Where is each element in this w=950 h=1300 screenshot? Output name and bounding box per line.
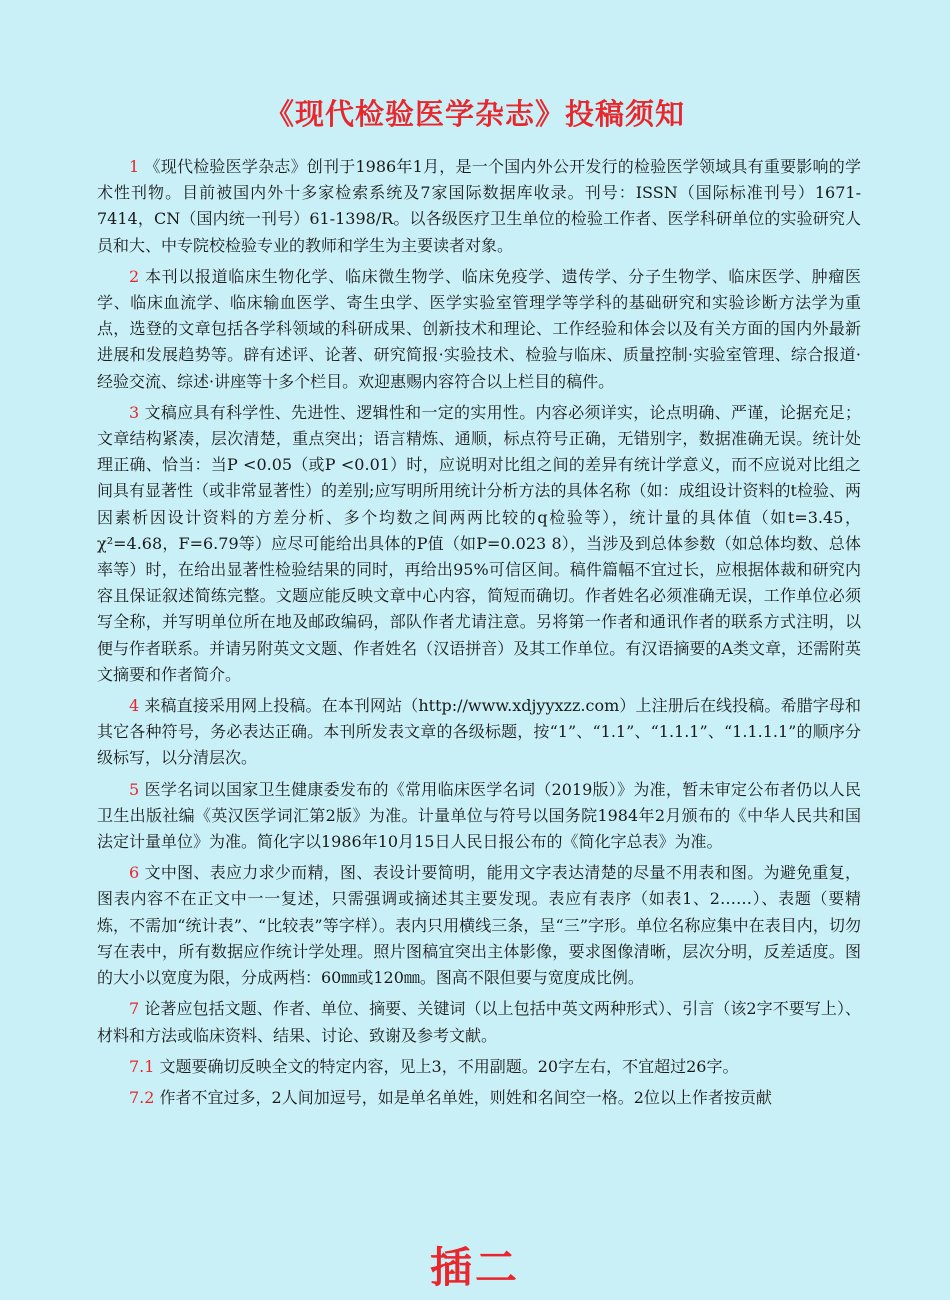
section-number: 7.2	[129, 1087, 155, 1107]
section-number: 3	[129, 402, 140, 422]
section-number: 1	[129, 157, 140, 176]
section-text: 文中图、表应力求少而精，图、表设计要简明，能用文字表达清楚的尽量不用表和图。为避免重复，图表内容不在正文中一一复述，只需强调或摘述其主要发现。表应有表序（如表1、2……）、表题（要精炼，不需加“统计表”、“比较表”等字样）。表内只用横线三条，呈“三”字形。单位名称应集中在表目内，切勿写在表中，所有数据应作统计学处理。照片图稿宜突出主体影像，要求图像清晰，层次分明，反差适度。图的大小以宽度为限，分成两档：60㎜或120㎜。图高不限但要与宽度成比例。	[97, 863, 861, 988]
section-number: 7.1	[129, 1056, 155, 1076]
section-text: 作者不宜过多，2人间加逗号，如是单名单姓，则姓和名间空一格。2位以上作者按贡献	[159, 1087, 772, 1107]
section-number: 4	[129, 696, 140, 716]
section-text: 文稿应具有科学性、先进性、逻辑性和一定的实用性。内容必须详实，论点明确、严谨，论据充足；文章结构紧凑，层次清楚，重点突出；语言精炼、通顺，标点符号正确，无错别字，数据准确无误。统计处理正确、恰当：当P <0.05（或P <0.01）时，应说明对比组之间的差异有统计学意义，而不应说对比组之间具有显著性（或非常显著性）的差别;应写明所用统计分析方法的具体名称（如：成组设计资料的t检验、两因素析因设计资料的方差分析、多个均数之间两两比较的q检验等），统计量的具体值（如t=3.45，χ²=4.68，F=6.79等）应尽可能给出具体的P值（如P=0.023 8），当涉及到总体参数（如总体均数、总体率等）时，在给出显著性检验结果的同时，再给出95%可信区间。稿件篇幅不宜过长，应根据体裁和研究内容且保证叙述简练完整。文题应能反映文章中心内容，简短而确切。作者姓名必须准确无误，工作单位必须写全称，并写明单位所在地及邮政编码，部队作者尤请注意。另将第一作者和通讯作者的联系方式注明，以便与作者联系。并请另附英文文题、作者姓名（汉语拼音）及其工作单位。有汉语摘要的A类文章，还需附英文摘要和作者简介。	[97, 402, 861, 684]
section-3	[97, 400, 861, 688]
section-text: 医学名词以国家卫生健康委发布的《常用临床医学名词（2019版）》为准，暂未审定公布者仍以人民卫生出版社编《英汉医学词汇第2版》为准。计量单位与符号以国务院1984年2月颁布的《中华人民共和国法定计量单位》为准。简化字以1986年10月15日人民日报公布的《简化字总表》为准。	[97, 779, 861, 852]
section-number: 2	[129, 266, 140, 286]
page-title: 《现代检验医学杂志》投稿须知	[264, 97, 685, 131]
section-number: 6	[129, 863, 140, 883]
section-7-1	[97, 1054, 861, 1080]
section-text: 论著应包括文题、作者、单位、摘要、关键词（以上包括中英文两种形式）、引言（该2字不要写上）、材料和方法或临床资料、结果、讨论、致谢及参考文献。	[97, 999, 862, 1045]
section-text: 文题要确切反映全文的特定内容，见上3，不用副题。20字左右，不宜超过26字。	[159, 1056, 739, 1076]
section-text: 《现代检验医学杂志》创刊于1986年1月，是一个国内外公开发行的检验医学领域具有重要影响的学术性刊物。目前被国内外十多家检索系统及7家国际数据库收录。刊号：ISSN（国际标准刊号）1671-7414，CN（国内统一刊号）61-1398/R。以各级医疗卫生单位的检验工作者、医学科研单位的实验研究人员和大、中专院校检验专业的教师和学生为主要读者对象。	[97, 157, 861, 255]
section-7	[97, 996, 861, 1048]
section-number: 5	[129, 779, 140, 799]
section-2	[97, 264, 861, 395]
section-7-2	[97, 1085, 861, 1111]
section-text: 本刊以报道临床生物化学、临床微生物学、临床免疫学、遗传学、分子生物学、临床医学、肿瘤医学、临床血流学、临床输血医学、寄生虫学、医学实验室管理学等学科的基础研究和实验诊断方法学为重点，选登的文章包括各学科领域的科研成果、创新技术和理论、工作经验和体会以及有关方面的国内外最新进展和发展趋势等。辟有述评、论著、研究简报·实验技术、检验与临床、质量控制·实验室管理、综合报道·经验交流、综述·讲座等十多个栏目。欢迎惠赐内容符合以上栏目的稿件。	[97, 266, 861, 391]
section-6	[97, 860, 861, 991]
section-4	[97, 693, 861, 772]
section-1	[97, 154, 861, 259]
section-number: 7	[129, 999, 140, 1019]
section-text: 来稿直接采用网上投稿。在本刊网站（http://www.xdjyyxzz.com）上注册后在线投稿。希腊字母和其它各种符号，务必表达正确。本刊所发表文章的各级标题，按“1”、“1.1”、“1.1.1”、“1.1.1.1”的顺序分级标写，以分清层次。	[97, 696, 861, 768]
section-5	[97, 777, 861, 856]
insert-page-label: 插二	[429, 1243, 520, 1292]
guidelines-body	[97, 154, 861, 1116]
